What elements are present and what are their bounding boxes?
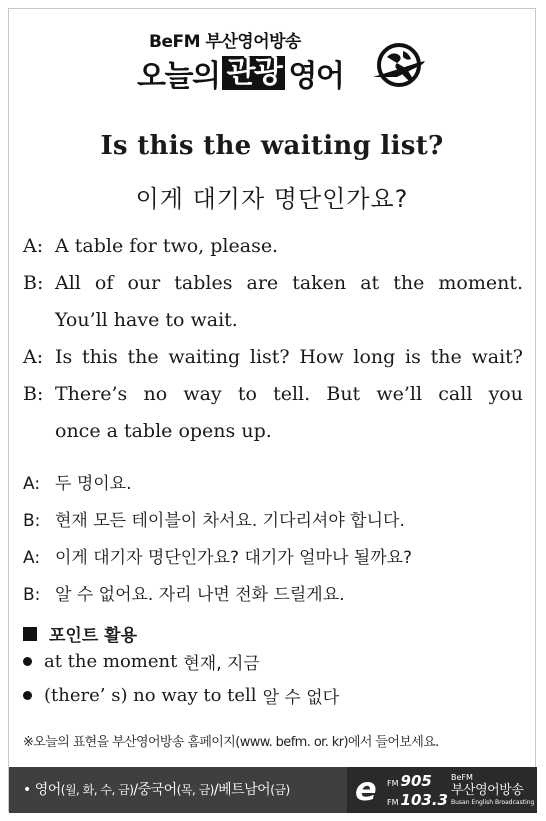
globe-airplane-icon — [369, 35, 429, 95]
speaker-label: A: — [23, 346, 44, 368]
bullet-dot-icon — [23, 691, 32, 700]
frequency-2: 103.3 — [400, 791, 448, 809]
point-expression: at the moment — [44, 651, 178, 672]
square-bullet-icon — [23, 627, 37, 641]
schedule-days-english: (월, 화, 수, 금) — [60, 783, 134, 797]
dialog-text: All of our tables are taken at the moment. — [55, 272, 523, 294]
dialog-line — [23, 413, 523, 450]
logo-text-2: 관광 — [222, 56, 285, 90]
dialog-text: There’s no way to tell. But we’ll call you — [55, 383, 523, 405]
brand-name: BeFM 부산영어방송 — [149, 32, 301, 52]
dialog-line — [23, 577, 523, 614]
dialog-text: Is this the waiting list? How long is the wait? — [55, 346, 523, 368]
point-meaning: 알 수 없다 — [262, 688, 340, 708]
dialog-line — [23, 339, 523, 376]
dialog-text: 알 수 없어요. 자리 나면 전화 드릴게요. — [55, 585, 345, 605]
broadcast-schedule — [9, 767, 347, 813]
content-card — [8, 8, 536, 812]
schedule-vietnamese: /베트남어 — [213, 782, 271, 798]
points-heading-text: 포인트 활용 — [49, 626, 138, 646]
dialog-text: 이게 대기자 명단인가요? 대기가 얼마나 될까요? — [55, 548, 413, 568]
points-heading — [23, 621, 137, 646]
dialog-text: A table for two, please. — [55, 235, 279, 257]
title-english: Is this the waiting list? — [100, 131, 444, 161]
dialog-line — [23, 265, 523, 302]
english-dialog — [23, 228, 523, 450]
point-expression: (there’ s) no way to tell — [44, 685, 257, 706]
dialog-line — [23, 376, 523, 413]
point-meaning: 현재, 지금 — [183, 654, 260, 674]
logo-text-3: 영어 — [288, 59, 344, 94]
dialog-line — [23, 540, 523, 577]
schedule-chinese: /중국어 — [133, 782, 177, 798]
dialog-text: 두 명이요. — [55, 474, 132, 494]
speaker-label: B: — [23, 272, 44, 294]
speaker-label: B: — [23, 383, 44, 405]
korean-dialog — [23, 466, 523, 614]
point-item — [23, 683, 339, 708]
point-item — [23, 649, 260, 674]
fm-tag: FM — [387, 798, 399, 807]
dialog-line — [23, 503, 523, 540]
station-brand-korean: 부산영어방송 — [451, 783, 524, 798]
dialog-text: once a table opens up. — [55, 420, 272, 442]
website-note: ※오늘의 표현을 부산영어방송 홈페이지(www. befm. or. kr)에서 들어보세요. — [23, 735, 439, 750]
footer-bar — [9, 767, 537, 813]
speaker-label: B: — [23, 511, 41, 531]
station-brand-small: BeFM — [451, 773, 473, 782]
dialog-text: You’ll have to wait. — [55, 309, 238, 331]
speaker-label: B: — [23, 585, 41, 605]
station-logo — [347, 767, 537, 813]
fm-tag: FM — [387, 779, 399, 788]
speaker-label: A: — [23, 474, 41, 494]
station-brand-english: Busan English Broadcasting — [451, 799, 535, 806]
frequency-1: 905 — [400, 772, 432, 790]
program-logo — [137, 51, 343, 95]
station-brand — [451, 773, 534, 807]
dialog-line — [23, 228, 523, 265]
schedule-english: • 영어 — [23, 782, 61, 798]
speaker-label: A: — [23, 235, 44, 257]
dialog-line — [23, 302, 523, 339]
bullet-dot-icon — [23, 657, 32, 666]
header — [9, 9, 535, 109]
station-e-logo: e — [355, 770, 377, 808]
title-korean: 이게 대기자 명단인가요? — [135, 185, 409, 213]
schedule-days-chinese: (목, 금) — [176, 783, 214, 797]
dialog-line — [23, 466, 523, 503]
speaker-label: A: — [23, 548, 41, 568]
logo-text-1: 오늘의 — [137, 59, 220, 94]
dialog-text: 현재 모든 테이블이 차서요. 기다리셔야 합니다. — [55, 511, 405, 531]
schedule-days-vietnamese: (금) — [270, 783, 290, 797]
frequencies — [387, 773, 448, 811]
